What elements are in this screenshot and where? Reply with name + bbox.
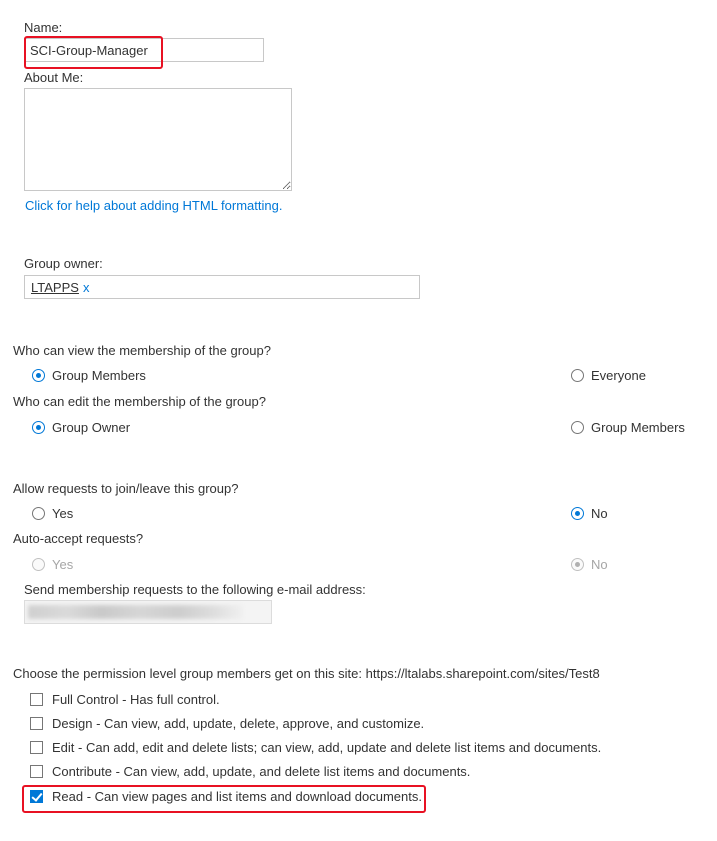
radio-label: Everyone <box>591 368 646 383</box>
membership-request-email-input[interactable] <box>24 600 272 624</box>
checkbox-row-read[interactable] <box>30 789 422 804</box>
permission-level-heading: Choose the permission level group members get on this site: https://ltalabs.sharepoint.com/sites/Test8 <box>13 666 600 681</box>
auto-accept-question: Auto-accept requests? <box>13 531 144 546</box>
view-membership-question: Who can view the membership of the group? <box>13 343 271 358</box>
name-label: Name: <box>24 20 63 35</box>
radio-icon[interactable] <box>32 507 45 520</box>
checkbox-icon[interactable] <box>30 741 43 754</box>
html-formatting-help-link[interactable]: Click for help about adding HTML formatting. <box>25 198 283 213</box>
radio-label: Group Members <box>52 368 146 383</box>
group-owner-people-picker[interactable] <box>24 275 420 299</box>
redacted-email-value <box>28 605 243 619</box>
radio-label: Yes <box>52 506 74 521</box>
radio-icon[interactable] <box>32 558 45 571</box>
checkbox-row-edit[interactable] <box>30 740 601 755</box>
radio-edit-group-members[interactable] <box>571 420 685 435</box>
name-input[interactable] <box>24 38 264 62</box>
radio-icon[interactable] <box>32 421 45 434</box>
radio-label: Group Owner <box>52 420 131 435</box>
edit-membership-question: Who can edit the membership of the group? <box>13 394 266 409</box>
checkbox-icon[interactable] <box>30 693 43 706</box>
radio-label: Yes <box>52 557 74 572</box>
membership-request-email-label: Send membership requests to the following e-mail address: <box>24 582 366 597</box>
group-owner-label: Group owner: <box>24 256 103 271</box>
radio-icon[interactable] <box>571 421 584 434</box>
radio-view-group-members[interactable] <box>32 368 146 383</box>
radio-edit-group-owner[interactable] <box>32 420 130 435</box>
group-owner-value: LTAPPS <box>31 280 79 295</box>
checkbox-icon[interactable] <box>30 717 43 730</box>
checkbox-label: Edit - Can add, edit and delete lists; can view, add, update and delete list items and documents. <box>52 740 602 755</box>
radio-icon[interactable] <box>571 507 584 520</box>
checkbox-label: Design - Can view, add, update, delete, approve, and customize. <box>52 716 425 731</box>
remove-owner-icon[interactable]: x <box>82 280 90 295</box>
allow-requests-question: Allow requests to join/leave this group? <box>13 481 239 496</box>
radio-auto-accept-no[interactable] <box>571 557 608 572</box>
radio-icon[interactable] <box>571 558 584 571</box>
radio-label: Group Members <box>591 420 685 435</box>
checkbox-label: Full Control - Has full control. <box>52 692 220 707</box>
radio-icon[interactable] <box>32 369 45 382</box>
radio-label: No <box>591 506 608 521</box>
radio-view-everyone[interactable] <box>571 368 646 383</box>
radio-allow-requests-no[interactable] <box>571 506 608 521</box>
checkbox-icon[interactable] <box>30 790 43 803</box>
radio-label: No <box>591 557 608 572</box>
checkbox-row-full-control[interactable] <box>30 692 220 707</box>
about-me-textarea[interactable] <box>24 88 292 191</box>
checkbox-label: Read - Can view pages and list items and download documents. <box>52 789 422 804</box>
radio-icon[interactable] <box>571 369 584 382</box>
checkbox-icon[interactable] <box>30 765 43 778</box>
checkbox-label: Contribute - Can view, add, update, and delete list items and documents. <box>52 764 471 779</box>
radio-allow-requests-yes[interactable] <box>32 506 73 521</box>
about-me-label: About Me: <box>24 70 84 85</box>
checkbox-row-design[interactable] <box>30 716 424 731</box>
checkbox-row-contribute[interactable] <box>30 764 470 779</box>
radio-auto-accept-yes[interactable] <box>32 557 73 572</box>
